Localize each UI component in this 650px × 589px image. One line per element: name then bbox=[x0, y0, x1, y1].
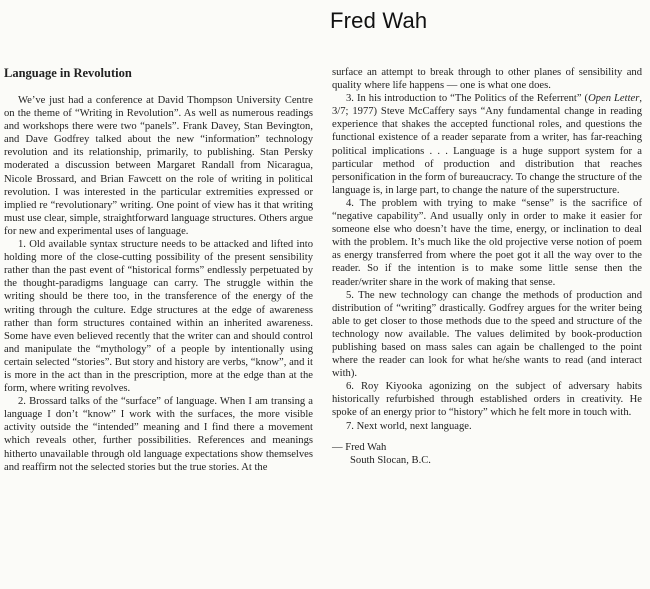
paragraph-3: 3. In his introduction to “The Politics of the Referrent” (Open Letter, 3/7; 1977) Steve McCaffery says “Any fundamental change in reading experience that shakes the accepted functional roles, and questions the functional existence of a reader separate from a writer, has far-reaching political implications . . . Language is a huge support system for a particular method of production and distribution that reaches personification in the form of bureaucracy. To change the structure of the language is, in large part, to change the nature of the superstructure. bbox=[332, 93, 642, 196]
paragraph-2-continuation: surface an attempt to break through to other planes of sensibility and quality where life happens — one is what one does. bbox=[332, 67, 642, 92]
paragraph-4: 4. The problem with trying to make “sense” is the sacrifice of “negative capability”. And usually only in order to make it easier for someone else who doesn’t have the time, energy, or inclination to deal with the problem. It’s much like the old projective verse notion of poem as energy transferred from where the poet got it all the way over to the reader. So if the intention is to make some little sense then the reader/writer share in the work of making that sense. bbox=[332, 197, 642, 288]
article-right-column bbox=[332, 66, 642, 467]
signature-name: — Fred Wah bbox=[332, 441, 387, 453]
signature bbox=[332, 441, 642, 467]
paragraph-intro: We’ve just had a conference at David Thompson University Centre on the theme of “Writing in Revolution”. As well as numerous readings and workshops there were two “panels”. Frank Davey, Stan Bevington, and Dave Godfrey talked about the new “information” technology revolution and its relationship, primarily, to publishing. Stan Persky moderated a discussion between Margaret Randall from Nicaragua, Nicole Brossard, and Brian Fawcett on the role of writing in political revolution. I was interested in the particular extremities expressed or implied re “revolutionary” writing. One point of view has it that writing must use clear, simple, straightforward language structures. Others argue for new and experimental uses of language. bbox=[4, 95, 313, 237]
paragraph-2: 2. Brossard talks of the “surface” of language. When I am transing a language I don’t “know” I work with the surfaces, the more visible activity outside the “intended” meaning and I find there a movement which reveals other, further possibilities. References and meanings hitherto unavailable through old language expectations show themselves and reaffirm not the selected stories but the true stories. At the bbox=[4, 396, 313, 473]
paragraph-5: 5. The new technology can change the methods of production and distribution of “writing” drastically. Godfrey argues for the writer being able to get closer to those methods due to the speed and structure of the technology now available. The values delimited by book-production publishing based on mass sales can again be challenged to the point where the reader can look for what he/she wants to read (and interact with). bbox=[332, 289, 642, 380]
paragraph-6: 6. Roy Kiyooka agonizing on the subject of adversary habits historically refurbished through established orders in creativity. He spoke of an energy prior to “history” which he felt more in touch with. bbox=[332, 381, 642, 419]
page-header-author: Fred Wah bbox=[330, 8, 428, 33]
article-left-column bbox=[4, 66, 313, 474]
paragraph-7: 7. Next world, next language. bbox=[346, 420, 472, 432]
signature-place: South Slocan, B.C. bbox=[350, 454, 431, 466]
paragraph-1: 1. Old available syntax structure needs to be attacked and lifted into holding more of the close-cutting possibility of the present sensibility rather than the past event of “historical forms” endlessly perpetuated by the thought-paradigms language can carry. The struggle within the writing should be there too, in the transference of the energy of the writing through the culture. Edge structures at the edge of awareness rather than form structures contained within an inherited awareness. Some have even believed recently that the writer can and should control and manipulate the “mythology” of a people by intentionally using certain selected “stories”. But story and history are verbs, “know”, and it is more in the act than in the prescription, more at the edge than at the form, where writing revolves. bbox=[4, 239, 313, 395]
article-title: Language in Revolution bbox=[4, 66, 132, 80]
